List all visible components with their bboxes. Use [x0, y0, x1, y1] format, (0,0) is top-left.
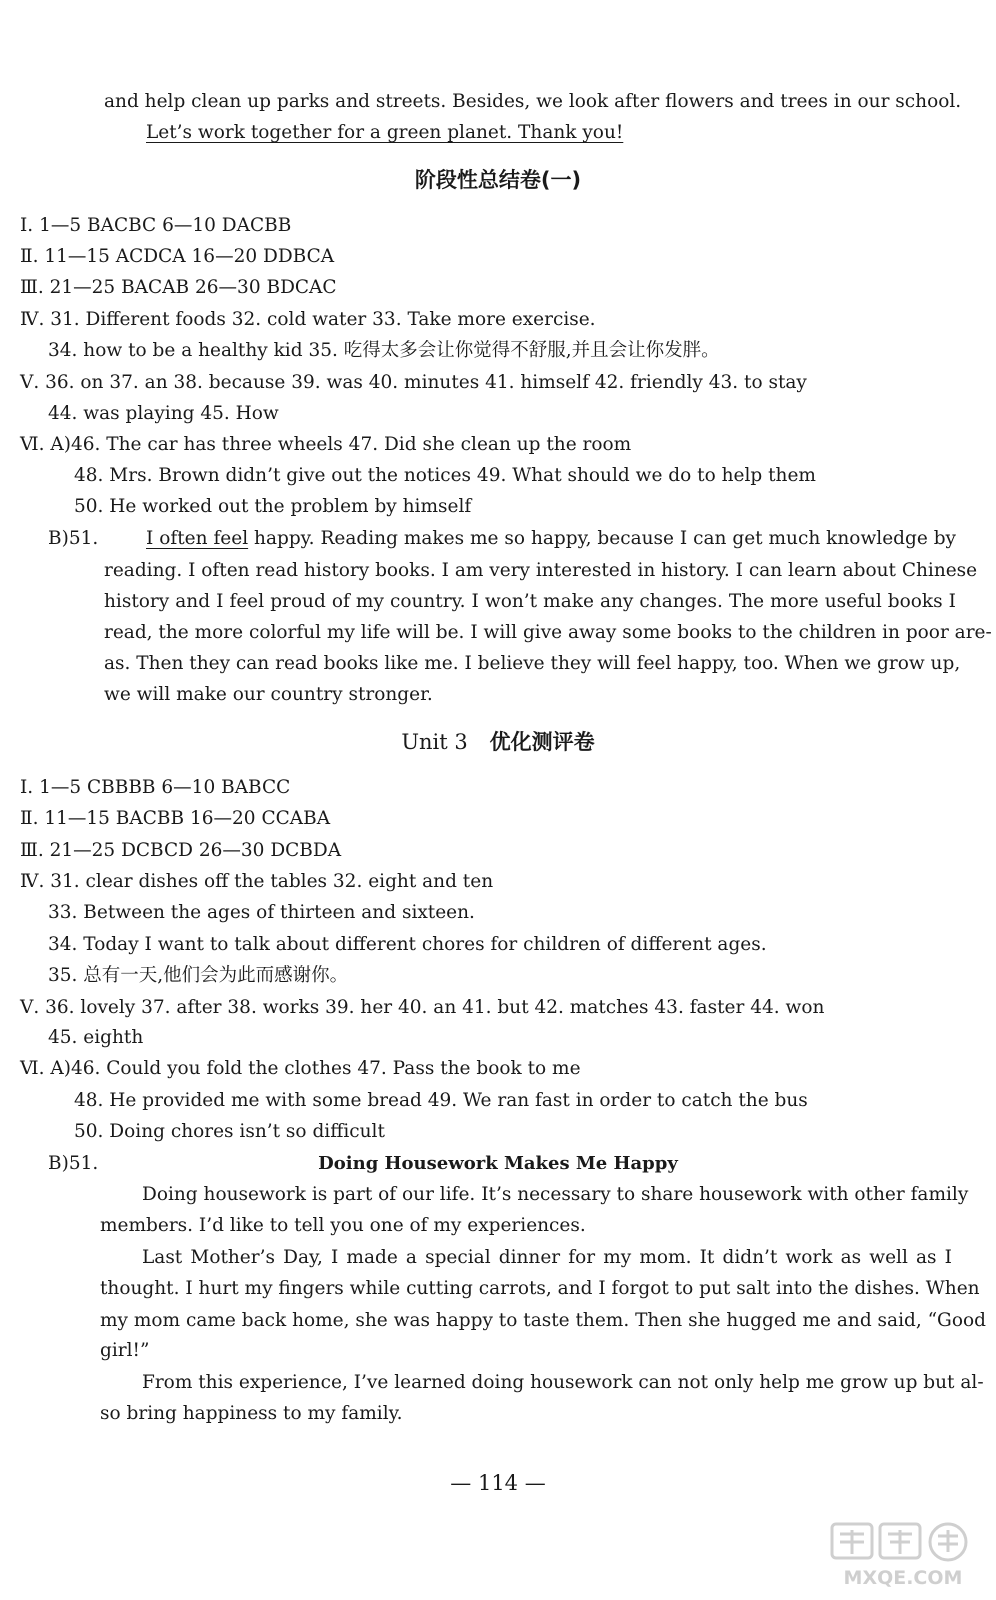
answer-line: 45. eighth — [48, 1027, 144, 1048]
essay-label: B)51. — [48, 528, 99, 549]
answer-line: Ⅱ. 11—15 BACBB 16—20 CCABA — [20, 808, 331, 829]
essay-title: Doing Housework Makes Me Happy — [318, 1153, 678, 1174]
answer-line: Ⅳ. 31. Different foods 32. cold water 33. Take more exercise. — [20, 309, 596, 330]
answer-line: Ⅵ. A)46. The car has three wheels 47. Did she clean up the room — [20, 434, 632, 455]
answer-line: 34. Today I want to talk about different chores for children of different ages. — [48, 934, 767, 955]
essay-first-line-rest: happy. Reading makes me so happy, because I can get much knowledge by — [248, 528, 957, 549]
essay-underlined-start: I often feel — [146, 528, 249, 549]
answer-line: Ⅴ. 36. lovely 37. after 38. works 39. her 40. an 41. but 42. matches 43. faster 44. won — [20, 997, 825, 1018]
section2-title-cn: 优化测评卷 — [489, 730, 595, 754]
answer-line: 34. how to be a healthy kid 35. 吃得太多会让你觉得不舒服,并且会让你发胖。 — [48, 340, 720, 361]
section2-title — [0, 728, 996, 756]
essay-line: history and I feel proud of my country. I won’t make any changes. The more useful books I — [104, 591, 956, 612]
answer-line: 48. He provided me with some bread 49. We ran fast in order to catch the bus — [74, 1090, 808, 1111]
essay-line: my mom came back home, she was happy to taste them. Then she hugged me and said, “Good — [100, 1310, 986, 1331]
watermark-icon — [828, 1520, 978, 1592]
essay-line: thought. I hurt my fingers while cutting carrots, and I forgot to put salt into the dishes. When — [100, 1278, 980, 1299]
essay-line: Doing housework is part of our life. It’s necessary to share housework with other family — [142, 1184, 969, 1205]
answer-line: 33. Between the ages of thirteen and sixteen. — [48, 902, 475, 923]
answer-line: 50. Doing chores isn’t so difficult — [74, 1121, 385, 1142]
essay-line: Last Mother’s Day, I made a special dinner for my mom. It didn’t work as well as I — [142, 1247, 952, 1268]
section1-title: 阶段性总结卷(一) — [414, 168, 582, 192]
page-number: — 114 — — [450, 1471, 546, 1495]
answer-line: Ⅰ. 1—5 CBBBB 6—10 BABCC — [20, 777, 291, 798]
answer-line: Ⅱ. 11—15 ACDCA 16—20 DDBCA — [20, 246, 335, 267]
answer-line: 50. He worked out the problem by himself — [74, 496, 472, 517]
essay-line: we will make our country stronger. — [104, 684, 433, 705]
essay-line: reading. I often read history books. I am very interested in history. I can learn about Chinese — [104, 560, 978, 581]
essay-first-line — [146, 527, 956, 551]
answer-line: 44. was playing 45. How — [48, 403, 279, 424]
essay-line: girl!” — [100, 1340, 150, 1361]
answer-line: Ⅳ. 31. clear dishes off the tables 32. eight and ten — [20, 871, 494, 892]
answer-line: 35. 总有一天,他们会为此而感谢你。 — [48, 965, 349, 986]
section2-title-unit: Unit 3 — [401, 730, 468, 754]
essay-line: as. Then they can read books like me. I believe they will feel happy, too. When we grow up, — [104, 653, 961, 674]
answer-line: Ⅰ. 1—5 BACBC 6—10 DACBB — [20, 215, 292, 236]
essay-line: read, the more colorful my life will be. I will give away some books to the children in poor are- — [104, 622, 992, 643]
essay-line: so bring happiness to my family. — [100, 1403, 403, 1424]
answer-line: Ⅲ. 21—25 DCBCD 26—30 DCBDA — [20, 840, 342, 861]
watermark-text: MXQE.COM — [843, 1567, 963, 1589]
essay-line: members. I’d like to tell you one of my experiences. — [100, 1215, 586, 1236]
answer-line: Ⅲ. 21—25 BACAB 26—30 BDCAC — [20, 277, 337, 298]
intro-line-2 — [146, 121, 623, 145]
essay-label: B)51. — [48, 1153, 99, 1174]
answer-line: 48. Mrs. Brown didn’t give out the notices 49. What should we do to help them — [74, 465, 816, 486]
intro-underlined-text: Let’s work together for a green planet. Thank you! — [146, 122, 624, 143]
essay-line: From this experience, I’ve learned doing housework can not only help me grow up but al- — [142, 1372, 984, 1393]
answer-line: Ⅵ. A)46. Could you fold the clothes 47. Pass the book to me — [20, 1058, 581, 1079]
answer-line: Ⅴ. 36. on 37. an 38. because 39. was 40. minutes 41. himself 42. friendly 43. to stay — [20, 372, 807, 393]
intro-line-1: and help clean up parks and streets. Besides, we look after flowers and trees in our school. — [104, 91, 962, 112]
watermark-logo — [828, 1520, 978, 1592]
